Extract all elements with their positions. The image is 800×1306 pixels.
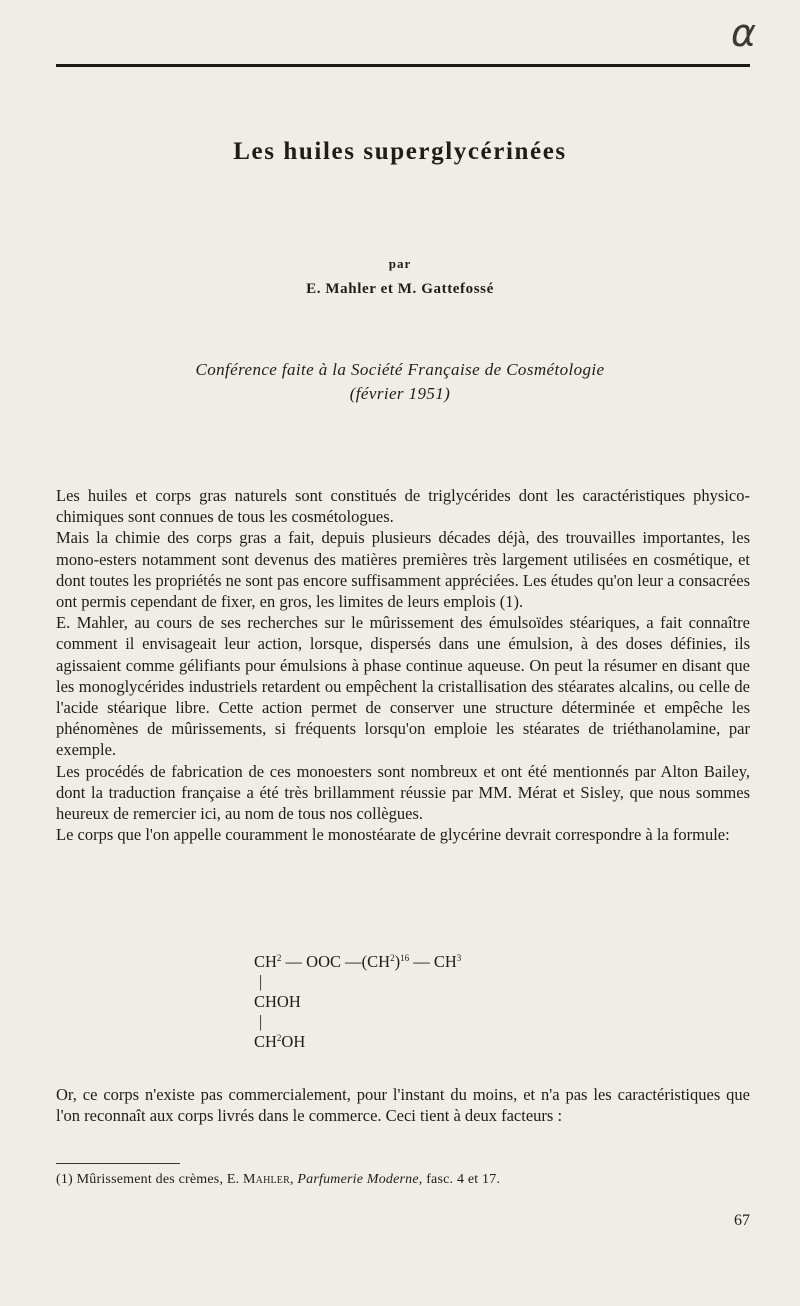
authors: E. Mahler et M. Gattefossé xyxy=(306,281,494,297)
top-rule xyxy=(56,64,750,67)
formula-line-3: $CH^2OH$ xyxy=(254,1032,306,1051)
formula-line-2: CHOH xyxy=(254,992,301,1011)
conference-date: (février 1951) xyxy=(349,384,451,403)
formula-bond: | xyxy=(259,1012,263,1031)
handwritten-mark: α xyxy=(730,11,756,55)
paragraph: Les huiles et corps gras naturels sont constitués de triglycérides dont les caractéristiques physico-chimiques sont connues de tous les cosmétologues. xyxy=(56,486,750,527)
body-text xyxy=(56,485,750,845)
footnote: (1) Mûrissement des crèmes, E. Mahler, Parfumerie Moderne, fasc. 4 et 17. xyxy=(56,1172,501,1187)
formula-bond: | xyxy=(259,972,263,991)
paragraph: Le corps que l'on appelle couramment le monostéarate de glycérine devrait correspondre à la formule: xyxy=(56,825,730,845)
paragraph: Les procédés de fabrication de ces monoesters sont nombreux et ont été mentionnés par Alton Bailey, dont la traduction française a été très brillamment réussie par MM. Mérat et Sisley, que nous sommes heureux de remercier ici, au nom de tous nos collègues. xyxy=(56,761,750,824)
paragraph: Mais la chimie des corps gras a fait, depuis plusieurs décades déjà, des trouvailles importantes, les mono-esters notamment sont devenus des matières premières très largement utilisées en cosmétique, et dont toutes les propriétés ne sont pas encore suffisamment appréciées. Les études qu'on leur a consacrées ont permis cependant de fixer, en gros, les limites de leurs emplois (1). xyxy=(56,528,750,612)
conference-line: Conférence faite à la Société Française de Cosmétologie xyxy=(195,360,605,379)
chemical-formula xyxy=(254,950,461,1054)
footnote-rule xyxy=(56,1163,180,1164)
by-label: par xyxy=(388,256,412,271)
paragraph: Or, ce corps n'existe pas commercialement, pour l'instant du moins, et n'a pas les caractéristiques que l'on reconnaît aux corps livrés dans le commerce. Ceci tient à deux facteurs : xyxy=(56,1085,750,1126)
page-number: 67 xyxy=(734,1212,750,1229)
conference-note xyxy=(0,358,800,406)
body-text-continued xyxy=(56,1084,750,1126)
paragraph: E. Mahler, au cours de ses recherches sur le mûrissement des émulsoïdes stéariques, a fait connaître comment il envisageait leur action, lorsque, dispersés dans une émulsion, à des doses définies, ils agissaient comme gélifiants pour émulsions à phase continue aqueuse. On peut la résumer en disant que les monoglycérides industriels retardent ou empêchent la cristallisation des stéarates alcalins, ou celle de l'acide stéarique libre. Cette action permet de conserver une structure déterminée et empêche les phénomènes de mûrissements, si fréquents lorsqu'on emploie les stéarates de triéthanolamine, par exemple. xyxy=(56,613,750,760)
formula-line-1: $CH^2$ — OOC $—(CH^2)^{16}$ — $CH^3$ xyxy=(254,952,462,971)
article-title: Les huiles superglycérinées xyxy=(233,138,567,165)
